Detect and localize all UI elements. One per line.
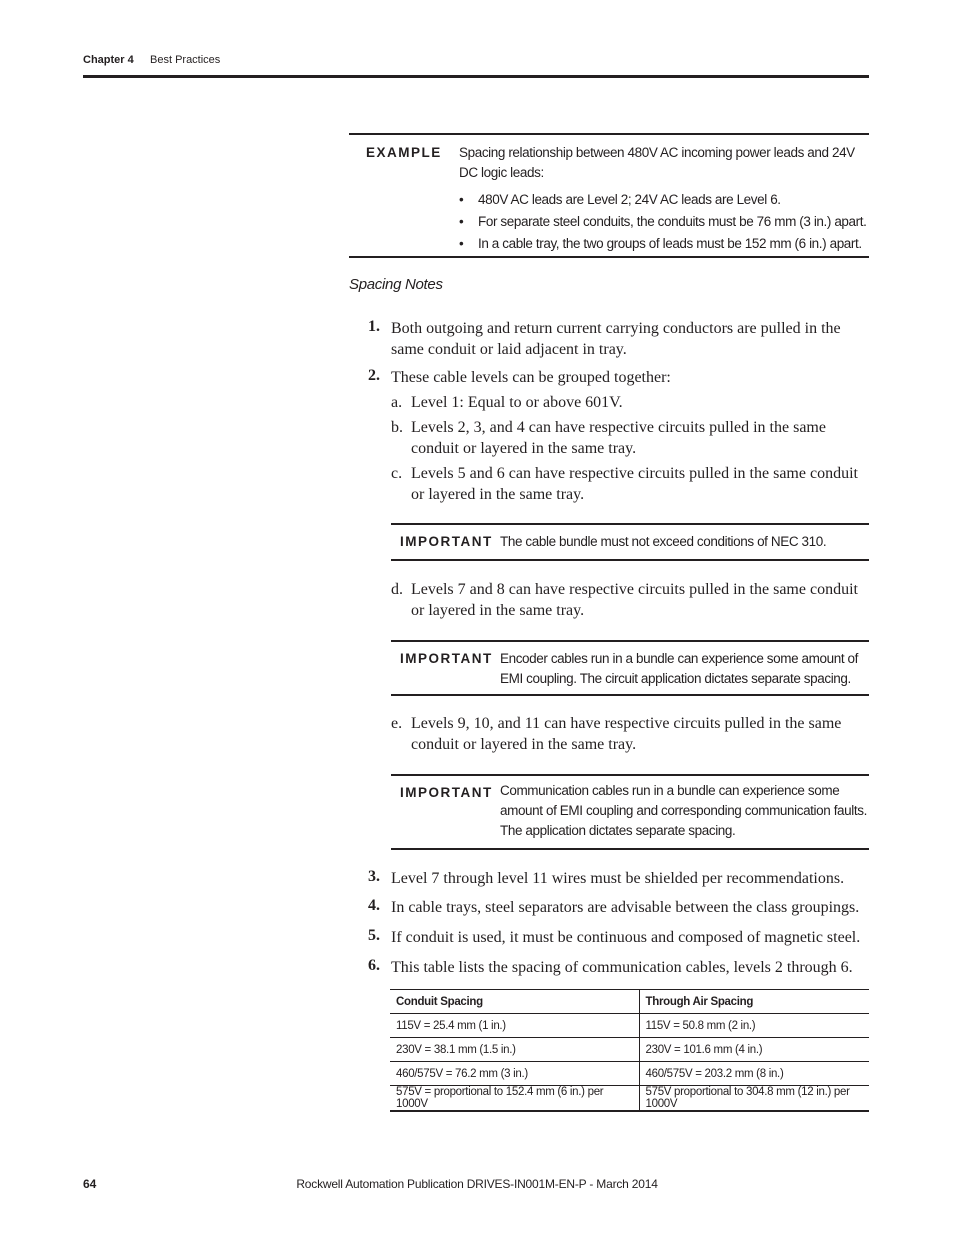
section-label: Best Practices: [150, 54, 221, 66]
list-item-text: If conduit is used, it must be continuous and composed of magnetic steel.: [391, 929, 861, 946]
table-header-row: [390, 990, 869, 1014]
sublist-item-text: Levels 5 and 6 can have respective circuits pulled in the same conduit or layered in the same tray.: [411, 465, 858, 503]
chapter-label: Chapter 4: [83, 54, 134, 66]
important-callout: [391, 774, 869, 850]
important-tag: IMPORTANT: [400, 785, 493, 800]
sublist-letter: d.: [391, 581, 403, 598]
table-row: [390, 1038, 869, 1062]
sublist-item-text: Levels 9, 10, and 11 can have respective circuits pulled in the same conduit or layered in the same tray.: [411, 715, 842, 753]
table-cell: 115V = 50.8 mm (2 in.): [639, 1014, 869, 1038]
table-row: [390, 1014, 869, 1038]
example-bullet: • In a cable tray, the two groups of leads must be 152 mm (6 in.) apart.: [459, 233, 869, 255]
section-heading: Spacing Notes: [349, 276, 443, 293]
important-text: The cable bundle must not exceed conditions of NEC 310.: [500, 534, 827, 549]
table-cell: 230V = 38.1 mm (1.5 in.): [390, 1038, 639, 1062]
spacing-table: [390, 989, 869, 1112]
list-item-text: This table lists the spacing of communication cables, levels 2 through 6.: [391, 959, 853, 976]
important-tag: IMPORTANT: [400, 534, 493, 549]
sublist-letter: b.: [391, 419, 403, 436]
page-number: 64: [83, 1177, 97, 1191]
list-number: 5.: [368, 927, 380, 944]
example-bullet: • For separate steel conduits, the conduits must be 76 mm (3 in.) apart.: [459, 211, 869, 233]
table-row: [390, 1086, 869, 1112]
list-item-text: Both outgoing and return current carrying conductors are pulled in the same conduit or laid adjacent in tray.: [391, 320, 841, 358]
important-tag: IMPORTANT: [400, 651, 493, 666]
list-number: 6.: [368, 957, 380, 974]
sublist-letter: a.: [391, 394, 403, 411]
table-cell: 460/575V = 76.2 mm (3 in.): [390, 1062, 639, 1086]
table-cell: 575V proportional to 304.8 mm (12 in.) per 1000V: [639, 1086, 869, 1112]
list-item-text: Level 7 through level 11 wires must be shielded per recommendations.: [391, 870, 845, 887]
publication-footer: Rockwell Automation Publication DRIVES-IN001M-EN-P - March 2014: [296, 1177, 658, 1191]
list-item-text: In cable trays, steel separators are advisable between the class groupings.: [391, 899, 860, 916]
important-callout: [391, 640, 869, 696]
sublist-item-text: Level 1: Equal to or above 601V.: [411, 394, 623, 411]
sublist-item-text: Levels 7 and 8 can have respective circuits pulled in the same conduit or layered in the same tray.: [411, 581, 858, 619]
table-cell: 575V = proportional to 152.4 mm (6 in.) per 1000V: [390, 1086, 639, 1112]
important-text: Communication cables run in a bundle can experience some amount of EMI coupling and corresponding communication faults. The application dictates separate spacing.: [500, 783, 867, 838]
sublist-letter: e.: [391, 715, 403, 732]
example-intro: Spacing relationship between 480V AC incoming power leads and 24V DC logic leads:: [459, 145, 855, 180]
table-row: [390, 1062, 869, 1086]
sublist-letter: c.: [391, 465, 403, 482]
list-number: 3.: [368, 868, 380, 885]
table-header-cell: Through Air Spacing: [639, 990, 869, 1014]
list-number: 4.: [368, 897, 380, 914]
table-cell: 230V = 101.6 mm (4 in.): [639, 1038, 869, 1062]
example-bullet: • 480V AC leads are Level 2; 24V AC leads are Level 6.: [459, 189, 869, 211]
list-number: 1.: [368, 318, 380, 335]
running-header: [83, 54, 869, 78]
list-item-text: These cable levels can be grouped together:: [391, 369, 671, 386]
table-cell: 460/575V = 203.2 mm (8 in.): [639, 1062, 869, 1086]
example-body: [459, 143, 869, 255]
table-cell: 115V = 25.4 mm (1 in.): [390, 1014, 639, 1038]
important-callout: [391, 523, 869, 561]
example-callout: [349, 133, 869, 258]
sublist-item-text: Levels 2, 3, and 4 can have respective circuits pulled in the same conduit or layered in the same tray.: [411, 419, 826, 457]
important-text: Encoder cables run in a bundle can experience some amount of EMI coupling. The circuit application dictates separate spacing.: [500, 651, 858, 686]
example-tag: EXAMPLE: [366, 145, 442, 160]
example-bullets: [459, 189, 869, 255]
table-header-cell: Conduit Spacing: [390, 990, 639, 1014]
list-number: 2.: [368, 367, 380, 384]
